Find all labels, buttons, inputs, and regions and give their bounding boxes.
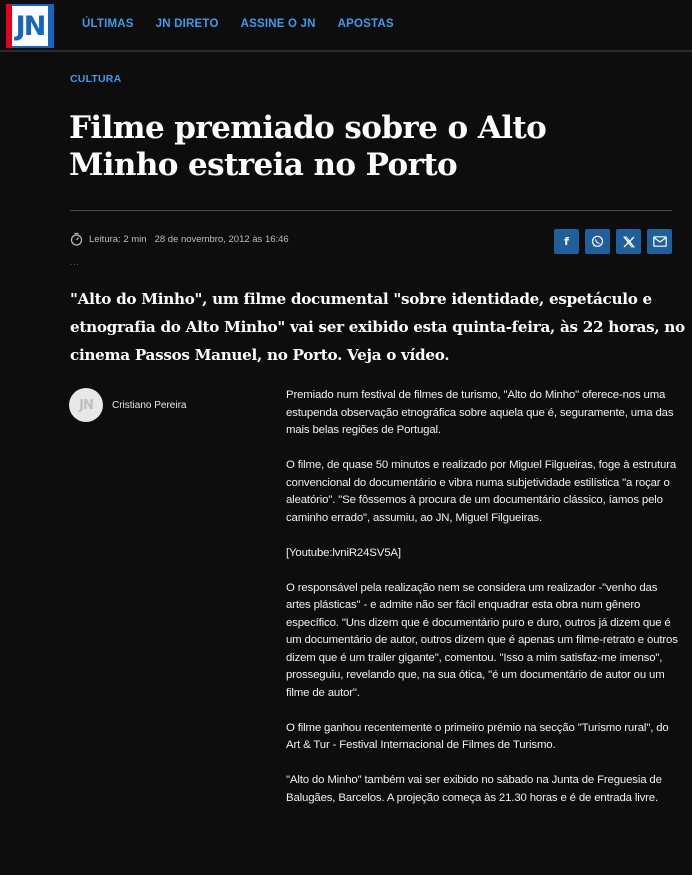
stopwatch-icon (70, 232, 83, 246)
share-email-button[interactable] (647, 229, 672, 254)
share-x-button[interactable] (616, 229, 641, 254)
top-bar (0, 0, 692, 52)
logo-inner (12, 6, 48, 46)
avatar (69, 388, 103, 422)
email-icon (653, 236, 667, 247)
author[interactable] (69, 388, 186, 422)
more-dots: ... (70, 258, 80, 267)
jn-logo[interactable] (6, 4, 54, 48)
x-icon (623, 236, 635, 248)
share-buttons (554, 229, 672, 254)
main-nav (82, 18, 394, 30)
article-lead: "Alto do Minho", um filme documental "sobre identidade, espetáculo e etnografia do Alto Minho" vai ser exibido esta quinta-feira, às 22 horas, no cinema Passos Manuel, no Porto. Veja o vídeo. (70, 290, 685, 364)
share-whatsapp-button[interactable] (585, 229, 610, 254)
nav-item-ultimas[interactable]: ÚLTIMAS (82, 18, 134, 30)
whatsapp-icon (591, 235, 604, 248)
nav-item-assine[interactable]: ASSINE O JN (240, 18, 316, 30)
nav-item-jn-direto[interactable]: JN DIRETO (155, 18, 219, 30)
author-name: Cristiano Pereira (112, 399, 187, 411)
article-body (286, 387, 684, 825)
avatar-initials: JN (79, 397, 93, 413)
logo-red-bar (6, 4, 12, 48)
publish-date: 28 de novembro, 2012 às 16:46 (154, 233, 289, 245)
youtube-embed-placeholder: [Youtube:lvniR24SV5A] (286, 546, 401, 559)
body-paragraph: Premiado num festival de filmes de turismo, "Alto do Minho" oferece-nos uma estupenda observação etnográfica sobre aquela que é, seguramente, uma das mais belas regiões de Portugal. (286, 389, 674, 436)
share-facebook-button[interactable] (554, 229, 579, 254)
logo-text: JN (15, 10, 45, 42)
nav-item-apostas[interactable]: APOSTAS (337, 18, 394, 30)
body-paragraph: O filme ganhou recentemente o primeiro prémio na secção "Turismo rural", do Art & Tur - Festival Internacional de Filmes de Turismo. (286, 721, 669, 752)
body-paragraph: O responsável pela realização nem se considera um realizador -"venho das artes plásticas" - e admite não ser fácil enquadrar esta obra num gênero específico. "Uns dizem que é documentário puro e duro, outros já dizem que é um documentário de autor, outros dizem que é apenas um filme-retrato e outros dizem que é um trailer gigante", comentou. "Isso a mim satisfaz-me imenso", prosseguiu, revelando que, na sua ótica, "é um documentário de autor ou um filme de autor". (286, 581, 678, 699)
body-paragraph: O filme, de quase 50 minutos e realizado por Miguel Filgueiras, foge à estrutura convencional do documentário e vibra numa subjetividade estilística "a roçar o aleatório". "Se fôssemos à procura de um documentário clássico, íamos pelo caminho errado", assumiu, ao JN, Miguel Filgueiras. (286, 459, 677, 524)
title-divider (70, 210, 672, 211)
article-meta (70, 232, 289, 246)
facebook-icon: f (564, 235, 569, 248)
article-title: Filme premiado sobre o Alto Minho estreia no Porto (69, 110, 547, 183)
reading-time: Leitura: 2 min (89, 233, 147, 245)
section-tag[interactable]: CULTURA (70, 73, 122, 85)
body-paragraph: "Alto do Minho" também vai ser exibido no sábado na Junta de Freguesia de Balugães, Barcelos. A projeção começa às 21.30 horas e é de entrada livre. (286, 774, 662, 804)
